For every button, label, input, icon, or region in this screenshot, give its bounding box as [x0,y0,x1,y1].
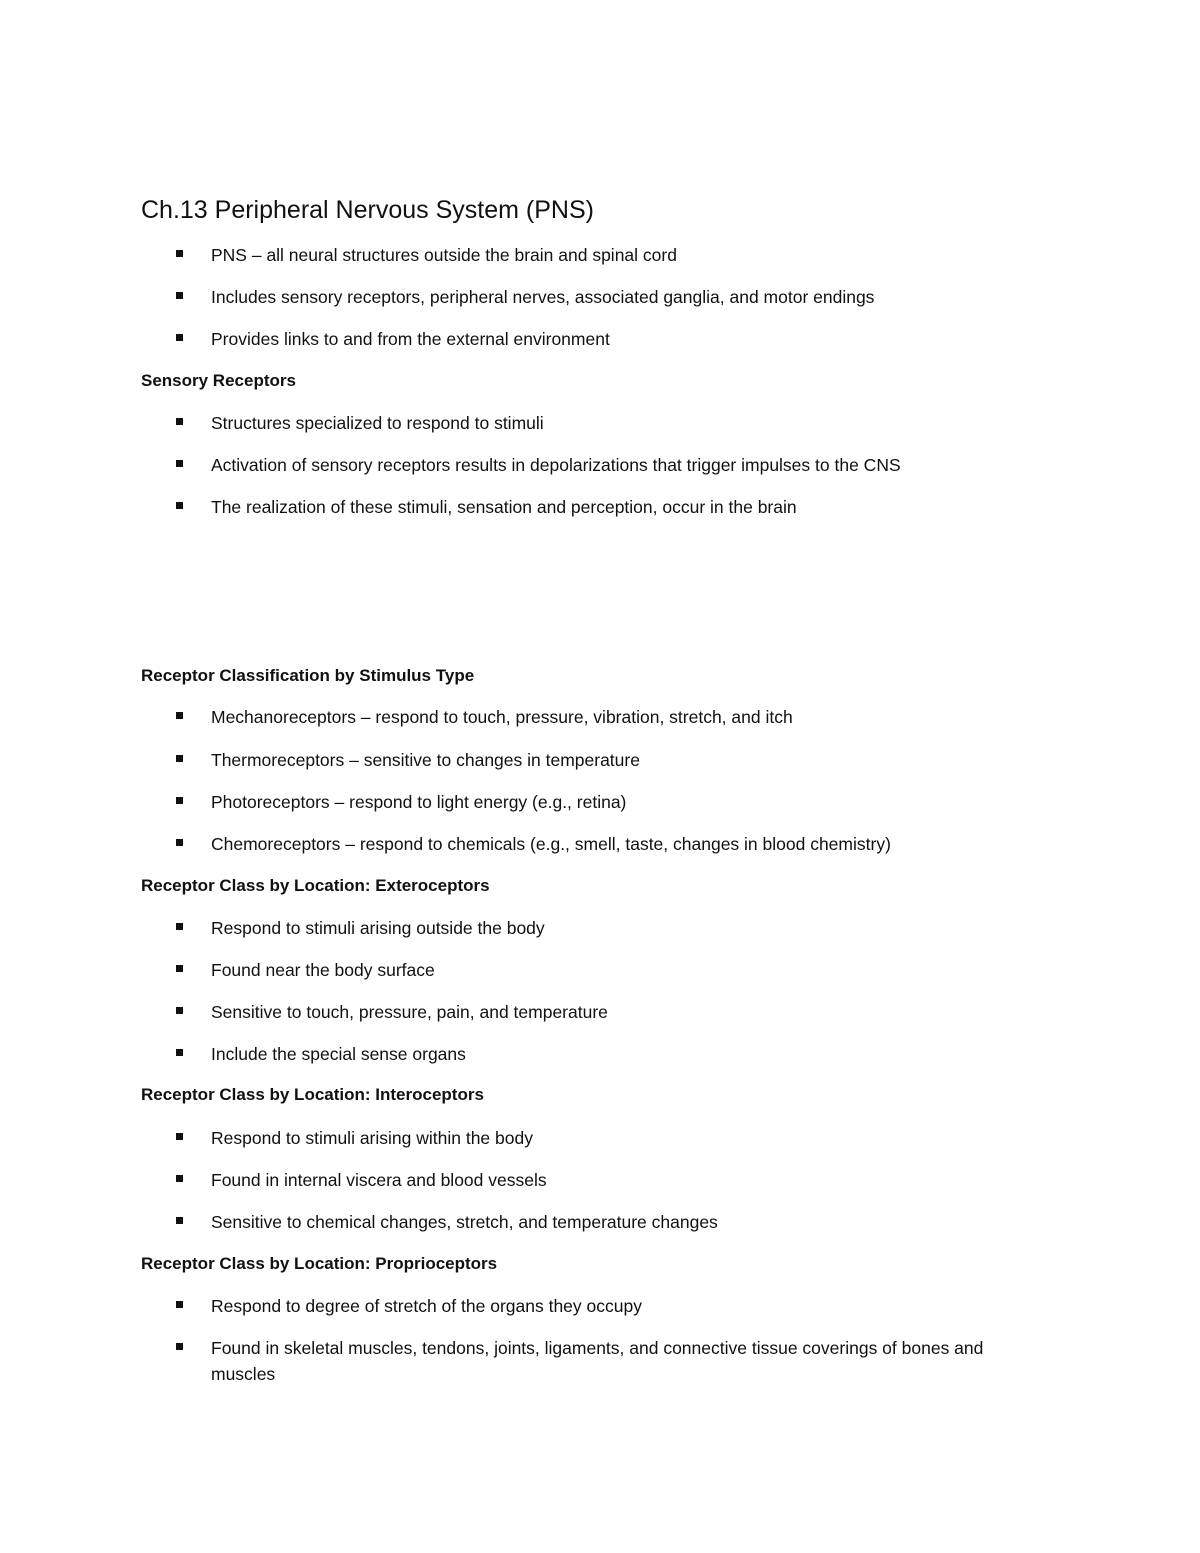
list-item-text: Mechanoreceptors – respond to touch, pressure, vibration, stretch, and itch [211,707,793,727]
section-heading: Receptor Class by Location: Proprioceptors [141,1254,498,1273]
list-item-text: Activation of sensory receptors results in depolarizations that trigger impulses to the CNS [211,455,901,475]
square-bullet-icon [176,797,183,804]
square-bullet-icon [176,839,183,846]
square-bullet-icon [176,1049,183,1056]
square-bullet-icon [176,1301,183,1308]
square-bullet-icon [176,292,183,299]
list-item-text: Provides links to and from the external environment [211,329,610,349]
square-bullet-icon [176,1007,183,1014]
square-bullet-icon [176,1343,183,1350]
list-item-text: Structures specialized to respond to stimuli [211,413,544,433]
square-bullet-icon [176,418,183,425]
list-item-text: Respond to stimuli arising within the body [211,1128,533,1148]
page-title: Ch.13 Peripheral Nervous System (PNS) [141,196,594,224]
square-bullet-icon [176,1217,183,1224]
square-bullet-icon [176,250,183,257]
section-heading: Receptor Class by Location: Interoceptors [141,1085,484,1104]
list-item-text: Photoreceptors – respond to light energy (e.g., retina) [211,792,627,812]
list-item-text: Found in skeletal muscles, tendons, joints, ligaments, and connective tissue coverings of bones and muscles [211,1338,984,1384]
list-item-text: Include the special sense organs [211,1044,466,1064]
section-heading: Sensory Receptors [141,371,296,390]
list-item-text: Includes sensory receptors, peripheral nerves, associated ganglia, and motor endings [211,287,875,307]
list-item-text: Sensitive to touch, pressure, pain, and temperature [211,1002,608,1022]
square-bullet-icon [176,502,183,509]
square-bullet-icon [176,334,183,341]
square-bullet-icon [176,712,183,719]
list-item-text: Found in internal viscera and blood vessels [211,1170,547,1190]
list-item-text: The realization of these stimuli, sensation and perception, occur in the brain [211,497,797,517]
section-heading: Receptor Classification by Stimulus Type [141,666,475,685]
square-bullet-icon [176,965,183,972]
list-item-text: Found near the body surface [211,960,435,980]
square-bullet-icon [176,755,183,762]
list-item-text: Sensitive to chemical changes, stretch, and temperature changes [211,1212,718,1232]
square-bullet-icon [176,1175,183,1182]
square-bullet-icon [176,460,183,467]
list-item-text: Respond to degree of stretch of the organs they occupy [211,1296,642,1316]
list-item-text: Chemoreceptors – respond to chemicals (e.g., smell, taste, changes in blood chemistry) [211,834,891,854]
list-item-text: Thermoreceptors – sensitive to changes in temperature [211,750,640,770]
section-heading: Receptor Class by Location: Exteroceptors [141,876,490,895]
list-item-text: Respond to stimuli arising outside the body [211,918,545,938]
square-bullet-icon [176,923,183,930]
list-item-text: PNS – all neural structures outside the brain and spinal cord [211,245,677,265]
square-bullet-icon [176,1133,183,1140]
